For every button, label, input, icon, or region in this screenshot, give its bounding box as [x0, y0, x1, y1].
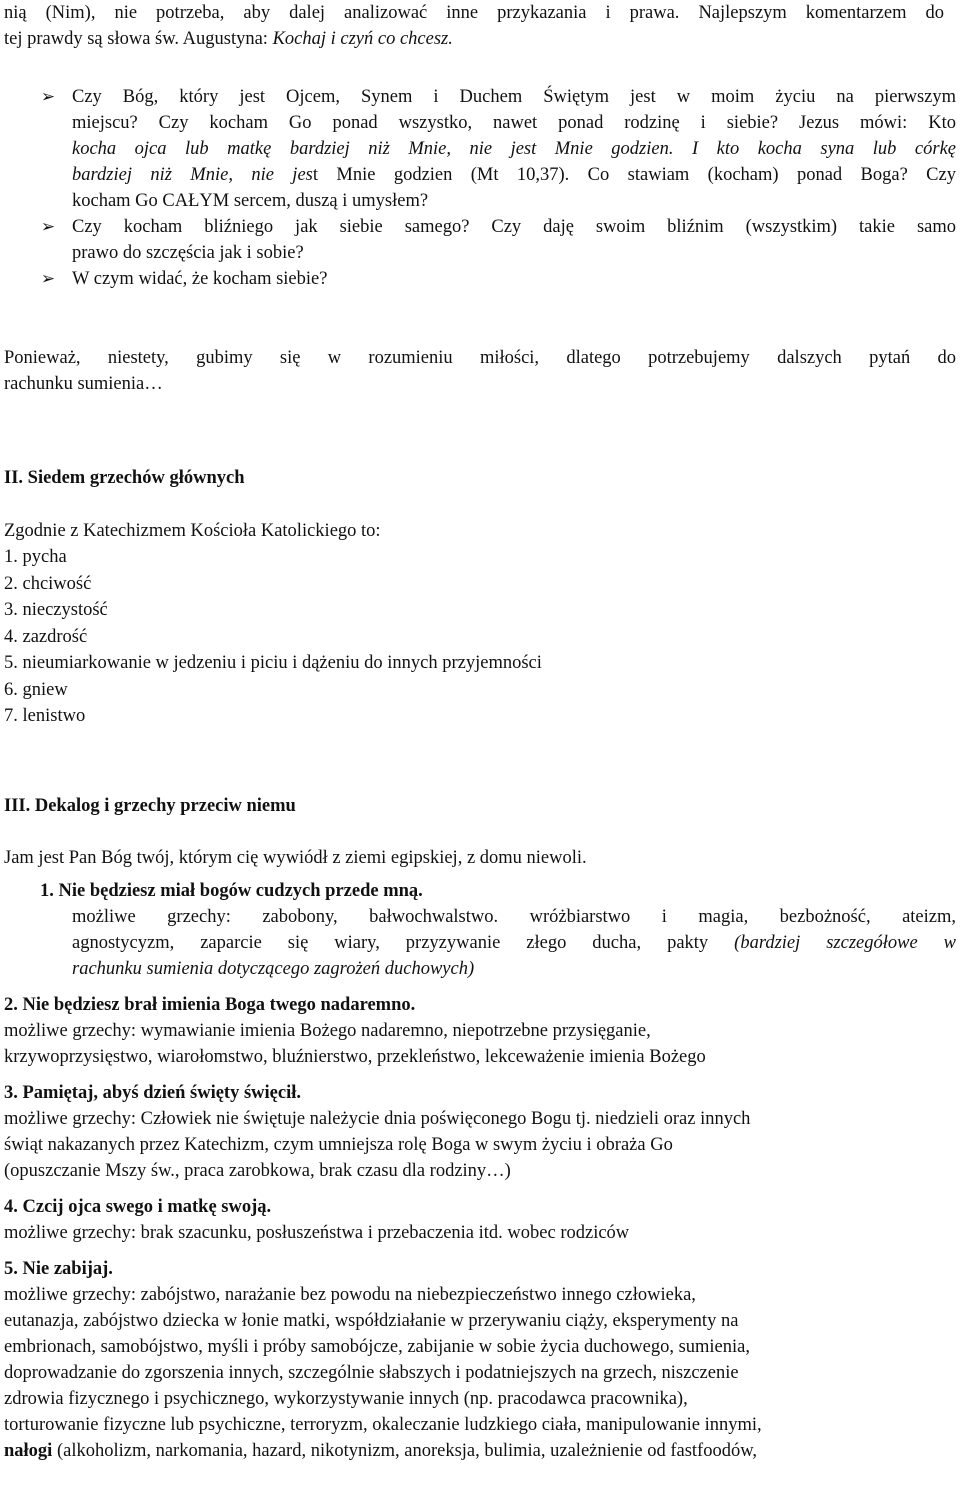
since-paragraph: Ponieważ, niestety, gubimy się w rozumieniu miłości, dlatego potrzebujemy dalszych pytań do rachunku sumienia… — [4, 348, 956, 394]
section-title: II. Siedem grzechów głównych — [4, 468, 245, 488]
commandment-title: 5. Nie zabijaj. — [4, 1259, 113, 1279]
section-lead: Zgodnie z Katechizmem Kościoła Katolickiego to: — [4, 521, 381, 541]
commandment-5: 5. Nie zabijaj. możliwe grzechy: zabójstwo, narażanie bez powodu na niebezpieczeństwo innego człowieka, eutanazja, zabójstwo dziecka w łonie matki, współdziałanie w przerywaniu ciąży, eksperymenty na embrionach, samobójstwo, myśli i próby samobójcze, zabijanie w sobie życia duchowego, sumienia, doprowadzanie do zgorszenia innych, szczególnie słabszych i podatniejszych na grzech, niszczenie zdrowia fizycznego i psychicznego, wykorzystywanie innych (np. pracodawca pracownika), torturowanie fizyczne lub psychiczne, terroryzm, okaleczanie ludzkiego ciała, manipulowanie innymi, nałogi (alkoholizm, narkomania, hazard, nikotynizm, anoreksja, bulimia, uzależnienie od fastfoodów, — [4, 1256, 956, 1464]
list-item: 5. nieumiarkowanie w jedzeniu i piciu i dążeniu do innych przyjemności — [4, 653, 542, 673]
commandment-title: 2. Nie będziesz brał imienia Boga twego nadaremno. — [4, 995, 416, 1015]
intro-paragraph — [4, 0, 944, 52]
list-item: 3. nieczystość — [4, 600, 108, 620]
addictions-term: nałogi — [4, 1441, 53, 1461]
section-title: III. Dekalog i grzechy przeciw niemu — [4, 796, 296, 816]
section-decalogue — [4, 793, 956, 1464]
intro-line-1: nią (Nim), nie potrzeba, aby dalej analizować inne przykazania i prawa. Najlepszym komentarzem do — [4, 3, 944, 23]
bullet-item-god-first: ➢ Czy Bóg, który jest Ojcem, Synem i Duchem Świętym jest w moim życiu na pierwszym miejscu? Czy kocham Go ponad wszystko, nawet ponad rodzinę i siebie? Jezus mówi: Kto kocha ojca lub matkę bardziej niż Mnie, nie jest Mnie godzien. I kto kocha syna lub córkę bardziej niż Mnie, nie jest Mnie godzien (Mt 10,37). Co stawiam (kocham) ponad Boga? Czy kocham Go CAŁYM sercem, duszą i umysłem? — [4, 84, 956, 214]
question-bullet-list — [4, 84, 956, 292]
list-item: 6. gniew — [4, 679, 68, 700]
commandment-title: 4. Czcij ojca swego i matkę swoją. — [4, 1197, 272, 1217]
arrowhead-bullet-icon: ➢ — [40, 87, 56, 107]
bullet-item-neighbour: ➢ Czy kocham bliźniego jak siebie samego? Czy daję swoim bliźnim (wszystkim) takie samo prawo do szczęścia jak i sobie? — [4, 214, 956, 266]
commandment-2: 2. Nie będziesz brał imienia Boga twego nadaremno. możliwe grzechy: wymawianie imienia Bożego nadaremno, niepotrzebne przysięganie, krzywoprzysięstwo, wiarołomstwo, bluźnierstwo, przekleństwo, lekceważenie imienia Bożego — [4, 992, 956, 1070]
list-item: 2. chciwość — [4, 573, 92, 594]
commandment-3: 3. Pamiętaj, abyś dzień święty święcił. możliwe grzechy: Człowiek nie świętuje należycie dnia poświęconego Bogu tj. niedzieli oraz innych świąt nakazanych przez Katechizm, czym umniejsza rolę Boga w swym życiu i obraża Go (opuszczanie Mszy św., praca zarobkowa, brak czasu dla rodziny…) — [4, 1080, 956, 1184]
bullet-item-self-love: ➢ W czym widać, że kocham siebie? — [4, 266, 956, 292]
list-item: 1. pycha — [4, 547, 67, 567]
augustine-quote: Kochaj i czyń co chcesz. — [272, 29, 453, 49]
sins-list — [4, 544, 956, 730]
section-lead: Jam jest Pan Bóg twój, którym cię wywiódł z ziemi egipskiej, z domu niewoli. — [4, 848, 587, 868]
commandment-title: 3. Pamiętaj, abyś dzień święty święcił. — [4, 1083, 301, 1103]
commandment-1: 1. Nie będziesz miał bogów cudzych przede mną. możliwe grzechy: zabobony, bałwochwalstwo. wróżbiarstwo i magia, bezbożność, ateizm, agnostycyzm, zaparcie się wiary, przyzywanie złego ducha, pakty (bardziej szczegółowe w rachunku sumienia dotyczącego zagrożeń duchowych) — [4, 878, 956, 982]
arrowhead-bullet-icon: ➢ — [40, 269, 56, 289]
list-item: 4. zazdrość — [4, 626, 88, 647]
commandment-4: 4. Czcij ojca swego i matkę swoją. możliwe grzechy: brak szacunku, posłuszeństwa i przebaczenia itd. wobec rodziców — [4, 1194, 956, 1246]
commandment-title: 1. Nie będziesz miał bogów cudzych przede mną. — [40, 881, 423, 901]
intro-line-2: tej prawdy są słowa św. Augustyna: Kochaj i czyń co chcesz. — [4, 29, 453, 49]
arrowhead-bullet-icon: ➢ — [40, 217, 56, 237]
list-item: 7. lenistwo — [4, 706, 86, 726]
section-seven-sins — [4, 465, 956, 730]
